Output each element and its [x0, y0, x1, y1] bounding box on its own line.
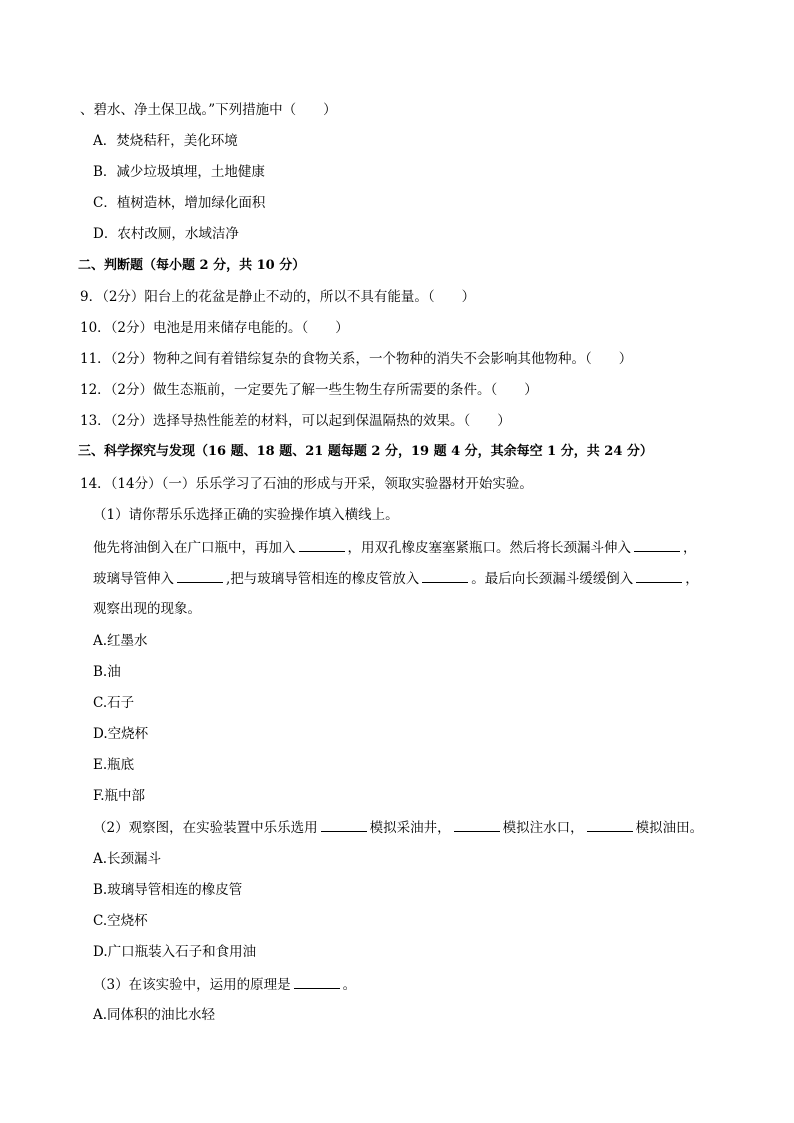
q14-part1-line3: 观察出现的现象。: [93, 601, 201, 617]
text-segment: ,把与玻璃导管相连的橡皮管放入: [226, 571, 420, 587]
q14-p2-option-c: C.空烧杯: [93, 913, 148, 929]
answer-blank: [177, 569, 223, 583]
judge-item-13: 13．（2分）选择导热性能差的材料，可以起到保温隔热的效果。（ ）: [80, 413, 511, 429]
judge-item-10: 10．（2分）电池是用来储存电能的。（ ）: [80, 320, 349, 336]
q14-p2-option-a: A.长颈漏斗: [93, 851, 162, 867]
answer-blank: [634, 538, 680, 552]
q14-p2-option-b: B.玻璃导管相连的橡皮管: [93, 882, 243, 898]
judge-item-9: 9．（2分）阳台上的花盆是静止不动的，所以不具有能量。（ ）: [80, 289, 476, 305]
text-segment: 模拟采油井，: [369, 820, 451, 836]
text-segment: 。最后向长颈漏斗缓缓倒入: [471, 571, 634, 587]
answer-blank: [587, 818, 633, 832]
q14-p2-option-d: D.广口瓶装入石子和食用油: [93, 944, 257, 960]
q14-p1-option-d: D.空烧杯: [93, 726, 149, 742]
section-2-title: 二、判断题（每小题 2 分，共 10 分）: [78, 258, 306, 273]
judge-item-11: 11．（2分）物种之间有着错综复杂的食物关系，一个物种的消失不会影响其他物种。（ ）: [80, 351, 633, 367]
q8-option-d: D．农村改厕，水域洁净: [93, 226, 239, 242]
answer-blank: [299, 538, 345, 552]
text-segment: 他先将油倒入在广口瓶中，再加入: [93, 540, 296, 556]
text-segment: ，: [685, 571, 699, 587]
q14-part1-title: （1）请你帮乐乐选择正确的实验操作填入横线上。: [93, 507, 399, 523]
text-segment: 。: [342, 977, 357, 993]
q14-p1-option-a: A.红墨水: [93, 633, 148, 649]
answer-blank: [636, 569, 682, 583]
q14-part1-line2: [93, 569, 699, 588]
answer-blank: [294, 975, 340, 989]
q8-option-c: C．植树造林，增加绿化面积: [93, 195, 266, 211]
q14-part1-line1: [93, 538, 697, 557]
q14-p1-option-e: E.瓶底: [93, 757, 135, 773]
q14-head: 14．（14分）（一）乐乐学习了石油的形成与开采，领取实验器材开始实验。: [80, 476, 533, 492]
q8-option-b: B．减少垃圾填埋，土地健康: [93, 164, 265, 180]
text-segment: （2）观察图，在实验装置中乐乐选用: [93, 820, 318, 836]
section-3-title: 三、科学探究与发现（16 题、18 题、21 题每题 2 分，19 题 4 分，其余每空 1 分，共 24 分）: [78, 444, 653, 459]
judge-item-12: 12．（2分）做生态瓶前，一定要先了解一些生物生存所需要的条件。（ ）: [80, 382, 538, 398]
q14-p1-option-c: C.石子: [93, 695, 135, 711]
text-segment: 玻璃导管伸入: [93, 571, 174, 587]
q14-p3-option-a: A.同体积的油比水轻: [93, 1007, 216, 1023]
text-segment: 模拟注水口，: [502, 820, 584, 836]
text-segment: 模拟油田。: [635, 820, 704, 836]
answer-blank: [422, 569, 468, 583]
q14-part3-line: [93, 975, 356, 994]
answer-blank: [454, 818, 500, 832]
answer-blank: [321, 818, 367, 832]
q14-p1-option-f: F.瓶中部: [93, 788, 146, 804]
q14-p1-option-b: B.油: [93, 664, 121, 680]
text-segment: ，用双孔橡皮塞塞紧瓶口。然后将长颈漏斗伸入: [347, 540, 631, 556]
text-segment: ，: [683, 540, 697, 556]
q8-stem: 、碧水、净土保卫战。”下列措施中（ ）: [80, 102, 337, 118]
q14-part2-line: [93, 818, 703, 837]
text-segment: （3）在该实验中，运用的原理是: [93, 977, 291, 993]
q8-option-a: A．焚烧秸秆，美化环境: [93, 133, 238, 149]
